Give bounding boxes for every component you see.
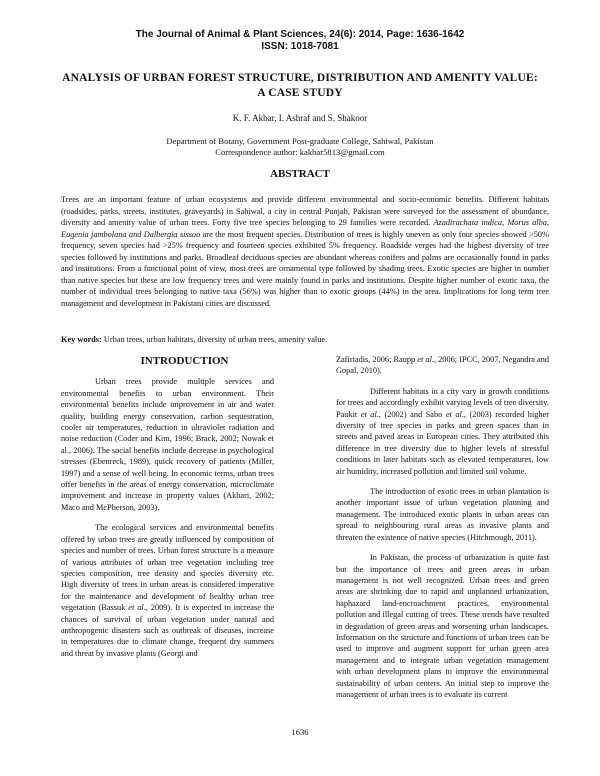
keywords-line — [61, 335, 549, 344]
paragraph: Urban trees provide multiple services and environmental benefits to urban environment. Their environmental benefits include improvement in air and water quality, building energy conservation, carbon sequestration, cooler air temperatures, reduction in ultraviolet radiation and noise reduction (Coder and Kim, 1996; Brack, 2002; Nowak et al., 2006). The social benefits include decrease in psychological stresses (Ebenreck, 1989), quick recovery of patients (Miller, 1997) and a sense of well being. In economic terms, urban trees offer benefits in the areas of energy conservation, microclimate improvement and increase in property values (Akbari, 2002; Maco and McPherson, 2003). — [61, 377, 274, 512]
journal-issn: ISSN: 1018-7081 — [261, 41, 339, 52]
paragraph: The introduction of exotic trees in urban plantation is another important issue of urban vegetation planning and management. The introduced exotic plants in urban areas can spread to neighbouring rural areas as invasive plants and threaten the existence of native species (Hitchmough, 2011). — [336, 487, 549, 542]
abstract-heading: ABSTRACT — [270, 168, 330, 180]
paper-title: ANALYSIS OF URBAN FOREST STRUCTURE, DISTRIBUTION AND AMENITY VALUE: A CASE STUDY — [62, 72, 538, 99]
author-list: K. F. Akbar, I. Ashraf and S. Shakoor — [232, 113, 368, 123]
affiliation: Department of Botany, Government Post-graduate College, Sahiwal, Pakistan — [166, 136, 434, 146]
left-column — [61, 356, 274, 668]
paragraph: Different habitats in a city vary in growth conditions for trees and accordingly exhibit varying levels of tree diversity. Paukit et al., (2002) and Sabo et al., (2003) recorded higher diversity of tree species in parks and green spaces than in streets and paved areas in European cities. They attributed this difference in tree diversity due to higher levels of stressful conditions in later habitats such as elevated temperatures, low air humidity, increased pollution and limited soil volume. — [336, 386, 549, 476]
keywords-text: Urban trees, urban habitats, diversity of urban trees, amenity value. — [103, 335, 328, 344]
affiliation-block — [0, 136, 600, 158]
page-number: 1636 — [291, 727, 309, 737]
paragraph: The ecological services and environmental benefits offered by urban trees are greatly influenced by composition of species and number of trees. Urban forest structure is a measure of various attributes of urban tree vegetation including tree species composition, tree density and species diversity etc. High diversity of trees in urban areas is considered imperative for the maintenance and development of healthy urban tree vegetation (Bassuk et al., 2009). It is expected to increase the chances of survival of urban vegetation under natural and anthropogenic disasters such as outbreak of diseases, increase in temperatures due to climate change, frequent dry summers and threat by invasive plants (Georgi and — [61, 523, 275, 658]
keywords-label: Key words: — [61, 335, 102, 344]
right-column — [336, 354, 549, 709]
abstract-text: Trees are an important feature of urban ecosystems and provide different environmental and socio-economic benefits. Different habitats (roadsides, parks, streets, institutes, graveyards) in Sahiwal, a city in central Punjab, Pakistan were surveyed for the assessment of abundance, diversity and amenity value of urban trees. Forty five tree species belonging to 29 families were recorded. Azadirachata indica, Morus alba, Eugenia jambolana and Dalbergia sissoo are the most frequent species. Distribution of trees is highly uneven as only four species showed >50% frequency, seven species had >25% frequency and fourteen species exhibited 5% frequency. Roadside verges had the highest diversity of tree species followed by institutions and parks. Broadleaf deciduous species are abundant whereas conifers and palms are occasionally found in parks and institutions. From a functional point of view, most trees are ornamental type followed by shading trees. Exotic species are higher in number than native species but these are low frequency trees and were mainly found in parks and institutions. Despite higher number of exotic taxa, the number of individual trees belonging to native taxa (56%) was higher than to exotic groups (44%) in the area. Implications for long term tree management and development in Pakistani cities are discussed. — [61, 195, 549, 308]
journal-citation: The Journal of Animal & Plant Sciences, 24(6): 2014, Page: 1636-1642 — [135, 29, 465, 40]
paragraph-continued: Zafiriadis, 2006; Raupp et al., 2006; IPCC, 2007, Negandra and Gopal, 2010). — [336, 355, 550, 376]
paragraph: In Pakistan, the process of urbanization is quite fast but the importance of trees and green areas in urban management is not well recognized. Urban trees and green areas are shrinking due to rapid and unplanned urbanization, haphazard land-encroachment practices, environmental pollution and illegal cutting of trees. These trends have resulted in degradation of green areas and worsening urban landscapes. Information on the structure and functions of urban trees can be used to improve and augment support for urban green area management and to integrate urban vegetation management with urban development plans to improve the environmental sustainability of urban centers. An initial step to improve the management of urban trees is to evaluate its current — [336, 553, 549, 699]
introduction-heading: INTRODUCTION — [140, 355, 229, 367]
correspondence: Correspondence author: kakbar5813@gmail.com — [215, 147, 385, 157]
